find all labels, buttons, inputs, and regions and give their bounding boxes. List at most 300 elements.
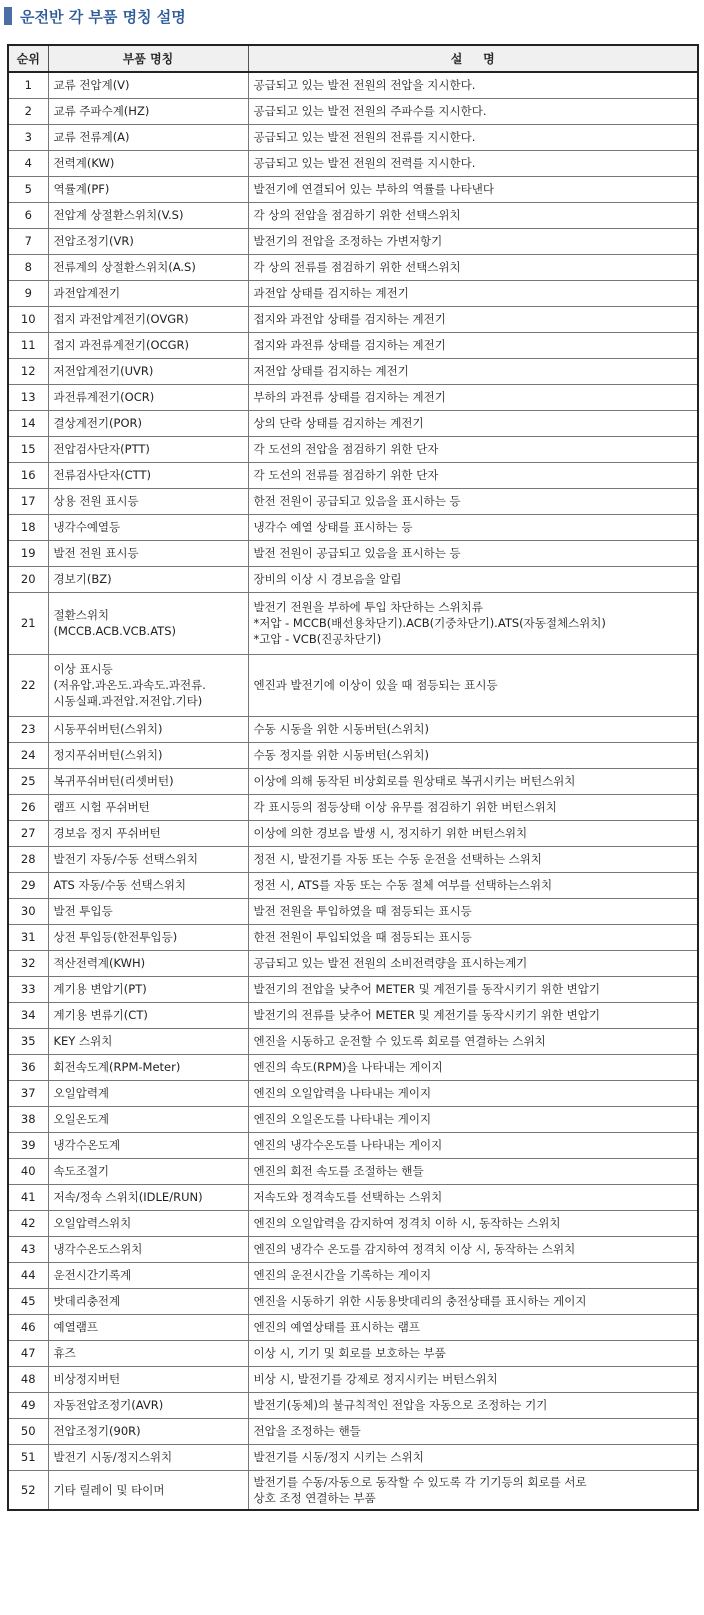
row-description (248, 332, 698, 358)
row-part-name (48, 462, 248, 488)
description-line: 한전 전원이 공급되고 있음을 표시하는 등 (253, 494, 461, 508)
row-rank: 38 (8, 1106, 48, 1132)
row-description (248, 462, 698, 488)
row-description (248, 742, 698, 768)
row-part-name (48, 1340, 248, 1366)
table-row (8, 124, 698, 150)
description-line: 발전기의 전류를 낮추어 METER 및 계전기를 동작시키기 위한 변압기 (253, 1008, 600, 1022)
description-line: 정전 시, ATS를 자동 또는 수동 절체 여부를 선택하는스위치 (253, 878, 553, 892)
row-rank: 15 (8, 436, 48, 462)
table-row (8, 592, 698, 654)
part-name-line: 전력계(KW) (53, 156, 115, 170)
row-rank: 47 (8, 1340, 48, 1366)
part-name-line: 발전기 자동/수동 선택스위치 (53, 852, 198, 866)
table-row (8, 1210, 698, 1236)
description-line: 각 상의 전압을 점검하기 위한 선택스위치 (253, 208, 461, 222)
row-rank: 2 (8, 98, 48, 124)
row-description (248, 488, 698, 514)
description-line: 정전 시, 발전기를 자동 또는 수동 운전을 선택하는 스위치 (253, 852, 542, 866)
row-part-name (48, 1470, 248, 1510)
row-part-name (48, 592, 248, 654)
row-rank: 35 (8, 1028, 48, 1054)
row-rank: 52 (8, 1470, 48, 1510)
row-part-name (48, 358, 248, 384)
table-row (8, 98, 698, 124)
description-line: 접지와 과전류 상태를 검지하는 계전기 (253, 338, 446, 352)
description-line: 엔진의 오일압력을 나타내는 게이지 (253, 1086, 432, 1100)
description-line: 상의 단락 상태를 검지하는 계전기 (253, 416, 424, 430)
row-rank: 17 (8, 488, 48, 514)
row-rank: 5 (8, 176, 48, 202)
row-rank: 10 (8, 306, 48, 332)
description-line: 장비의 이상 시 경보음을 알림 (253, 572, 402, 586)
row-part-name (48, 976, 248, 1002)
row-part-name (48, 654, 248, 716)
row-rank: 8 (8, 254, 48, 280)
part-name-line: 저속/정속 스위치(IDLE/RUN) (53, 1190, 203, 1204)
table-row (8, 176, 698, 202)
row-part-name (48, 1002, 248, 1028)
row-rank: 39 (8, 1132, 48, 1158)
table-row (8, 566, 698, 592)
table-row (8, 1314, 698, 1340)
table-row (8, 1392, 698, 1418)
row-rank: 24 (8, 742, 48, 768)
row-description (248, 1340, 698, 1366)
row-part-name (48, 332, 248, 358)
row-description (248, 592, 698, 654)
row-description (248, 228, 698, 254)
row-rank: 19 (8, 540, 48, 566)
row-description (248, 1080, 698, 1106)
row-part-name (48, 150, 248, 176)
row-description (248, 1210, 698, 1236)
table-row (8, 924, 698, 950)
part-name-line: 비상정지버턴 (53, 1372, 121, 1386)
table-row (8, 794, 698, 820)
description-line: 저속도와 정격속도를 선택하는 스위치 (253, 1190, 443, 1204)
table-row (8, 1366, 698, 1392)
part-name-line: 정지푸쉬버턴(스위치) (53, 748, 163, 762)
header-part-name: 부품 명칭 (48, 45, 248, 72)
description-line: 엔진의 예열상태를 표시하는 램프 (253, 1320, 420, 1334)
row-rank: 50 (8, 1418, 48, 1444)
part-name-line: 운전시간기록계 (53, 1268, 132, 1282)
row-rank: 42 (8, 1210, 48, 1236)
row-description (248, 1262, 698, 1288)
row-rank: 36 (8, 1054, 48, 1080)
table-row (8, 462, 698, 488)
description-line: 엔진의 오일압력을 감지하여 정격치 이하 시, 동작하는 스위치 (253, 1216, 561, 1230)
row-rank: 18 (8, 514, 48, 540)
part-name-line: 속도조절기 (53, 1164, 110, 1178)
row-part-name (48, 1132, 248, 1158)
description-line: 한전 전원이 투입되었을 때 점등되는 표시등 (253, 930, 472, 944)
part-name-line: 오일온도계 (53, 1112, 110, 1126)
row-description (248, 306, 698, 332)
header-description: 설 명 (248, 45, 698, 72)
part-name-line: 접지 과전압계전기(OVGR) (53, 312, 189, 326)
description-line: 각 도선의 전류를 점검하기 위한 단자 (253, 468, 439, 482)
table-row (8, 358, 698, 384)
row-part-name (48, 950, 248, 976)
description-line: 엔진과 발전기에 이상이 있을 때 점등되는 표시등 (253, 678, 498, 692)
row-part-name (48, 1028, 248, 1054)
table-row (8, 1288, 698, 1314)
row-part-name (48, 1054, 248, 1080)
part-name-line: 교류 전압계(V) (53, 78, 130, 93)
part-name-line: 전압조정기(VR) (53, 234, 134, 248)
part-name-line: ATS 자동/수동 선택스위치 (53, 878, 186, 892)
description-line: 엔진의 냉각수온도를 나타내는 게이지 (253, 1138, 443, 1152)
row-rank: 46 (8, 1314, 48, 1340)
description-line: 수동 시동을 위한 시동버턴(스위치) (253, 722, 429, 736)
table-row (8, 1158, 698, 1184)
row-description (248, 202, 698, 228)
row-description (248, 924, 698, 950)
row-description (248, 410, 698, 436)
row-rank: 27 (8, 820, 48, 846)
description-line: 이상 시, 기기 및 회로를 보호하는 부품 (253, 1346, 446, 1360)
row-part-name (48, 1392, 248, 1418)
part-name-line: (MCCB.ACB.VCB.ATS) (53, 624, 176, 638)
row-description (248, 72, 698, 98)
table-row (8, 514, 698, 540)
description-line: 엔진의 오일온도를 나타내는 게이지 (253, 1112, 432, 1126)
row-rank: 6 (8, 202, 48, 228)
row-part-name (48, 124, 248, 150)
description-line: 수동 정지를 위한 시동버턴(스위치) (253, 748, 429, 762)
description-line: 공급되고 있는 발전 전원의 전류를 지시한다. (253, 130, 476, 144)
row-description (248, 1470, 698, 1510)
row-description (248, 1418, 698, 1444)
row-description (248, 1184, 698, 1210)
description-line: 각 표시등의 점등상태 이상 유무를 점검하기 위한 버턴스위치 (253, 800, 557, 814)
row-description (248, 514, 698, 540)
row-part-name (48, 514, 248, 540)
row-part-name (48, 176, 248, 202)
row-description (248, 358, 698, 384)
row-description (248, 254, 698, 280)
row-description (248, 1288, 698, 1314)
row-description (248, 1002, 698, 1028)
table-row (8, 306, 698, 332)
description-line: *저압 - MCCB(배선용차단기).ACB(기중차단기).ATS(자동절체스위치) (253, 616, 606, 630)
row-part-name (48, 716, 248, 742)
table-body (8, 72, 698, 1510)
row-description (248, 384, 698, 410)
description-line: 전압을 조정하는 핸들 (253, 1424, 361, 1438)
row-part-name (48, 1236, 248, 1262)
row-part-name (48, 820, 248, 846)
part-name-line: 경보음 정지 푸쉬버턴 (53, 826, 161, 840)
row-description (248, 846, 698, 872)
row-part-name (48, 72, 248, 98)
table-header-row (8, 45, 698, 72)
row-rank: 7 (8, 228, 48, 254)
row-description (248, 1236, 698, 1262)
row-description (248, 1106, 698, 1132)
table-row (8, 1002, 698, 1028)
row-part-name (48, 202, 248, 228)
row-description (248, 898, 698, 924)
description-line: 엔진의 냉각수 온도를 감지하여 정격치 이상 시, 동작하는 스위치 (253, 1242, 576, 1256)
row-part-name (48, 488, 248, 514)
part-name-line: 냉각수온도계 (53, 1138, 121, 1152)
part-name-line: 저전압계전기(UVR) (53, 364, 154, 378)
row-part-name (48, 872, 248, 898)
description-line: 발전 전원이 공급되고 있음을 표시하는 등 (253, 546, 461, 560)
row-part-name (48, 1444, 248, 1470)
part-name-line: 발전 투입등 (53, 904, 113, 918)
row-rank: 11 (8, 332, 48, 358)
table-row (8, 742, 698, 768)
row-description (248, 98, 698, 124)
part-name-line: 밧데리충전계 (53, 1294, 121, 1308)
part-name-line: 전압계 상절환스위치(V.S) (53, 208, 184, 222)
part-name-line: 접지 과전류계전기(OCGR) (53, 338, 189, 352)
row-part-name (48, 1158, 248, 1184)
header-rank: 순위 (8, 45, 48, 72)
part-name-line: 상용 전원 표시등 (53, 494, 139, 508)
table-row (8, 150, 698, 176)
part-name-line: 교류 주파수계(HZ) (53, 104, 150, 118)
table-row (8, 1236, 698, 1262)
row-description (248, 1028, 698, 1054)
description-line: *고압 - VCB(진공차단기) (253, 632, 382, 646)
row-rank: 49 (8, 1392, 48, 1418)
row-part-name (48, 1366, 248, 1392)
row-description (248, 566, 698, 592)
table-row (8, 254, 698, 280)
description-line: 각 도선의 전압을 점검하기 위한 단자 (253, 442, 439, 456)
table-row (8, 1184, 698, 1210)
description-line: 발전기에 연결되어 있는 부하의 역률를 나타낸다 (253, 182, 494, 196)
row-description (248, 820, 698, 846)
row-part-name (48, 306, 248, 332)
row-part-name (48, 1106, 248, 1132)
table-row (8, 410, 698, 436)
row-rank: 48 (8, 1366, 48, 1392)
description-line: 공급되고 있는 발전 전원의 주파수를 지시한다. (253, 104, 487, 118)
table-row (8, 436, 698, 462)
part-name-line: 자동전압조정기(AVR) (53, 1398, 164, 1412)
row-description (248, 150, 698, 176)
table-row (8, 1470, 698, 1510)
table-row (8, 820, 698, 846)
description-line: 접지와 과전압 상태를 검지하는 계전기 (253, 312, 446, 326)
table-row (8, 384, 698, 410)
row-rank: 31 (8, 924, 48, 950)
row-rank: 45 (8, 1288, 48, 1314)
description-line: 상호 조정 연결하는 부품 (253, 1490, 376, 1505)
part-name-line: 냉각수예열등 (53, 520, 121, 534)
row-description (248, 176, 698, 202)
row-description (248, 976, 698, 1002)
part-name-line: 경보기(BZ) (53, 572, 112, 586)
table-row (8, 1418, 698, 1444)
description-line: 엔진을 시동하고 운전할 수 있도록 회로를 연결하는 스위치 (253, 1034, 546, 1048)
table-row (8, 540, 698, 566)
description-line: 엔진의 운전시간을 기록하는 게이지 (253, 1268, 432, 1282)
row-rank: 51 (8, 1444, 48, 1470)
table-row (8, 202, 698, 228)
table-row (8, 1054, 698, 1080)
table-row (8, 1080, 698, 1106)
table-row (8, 1132, 698, 1158)
part-name-line: 상전 투입등(한전투입등) (53, 930, 178, 944)
row-rank: 1 (8, 72, 48, 98)
description-line: 공급되고 있는 발전 전원의 전압을 지시한다. (253, 78, 476, 93)
row-rank: 14 (8, 410, 48, 436)
part-name-line: 오일압력스위치 (53, 1216, 132, 1230)
description-line: 엔진을 시동하기 위한 시동용밧데리의 충전상태를 표시하는 게이지 (253, 1294, 587, 1308)
part-name-line: 이상 표시등 (53, 662, 113, 676)
table-row (8, 768, 698, 794)
part-name-line: 계기용 변류기(CT) (53, 1008, 148, 1022)
table-row (8, 1262, 698, 1288)
part-name-line: 전압조정기(90R) (53, 1424, 141, 1438)
row-part-name (48, 436, 248, 462)
row-description (248, 124, 698, 150)
part-name-line: KEY 스위치 (53, 1034, 113, 1048)
row-part-name (48, 898, 248, 924)
description-line: 엔진의 속도(RPM)을 나타내는 게이지 (253, 1060, 443, 1074)
row-rank: 29 (8, 872, 48, 898)
row-part-name (48, 1288, 248, 1314)
table-row (8, 1028, 698, 1054)
description-line: 이상에 의한 경보음 발생 시, 정지하기 위한 버턴스위치 (253, 826, 528, 840)
table-row (8, 872, 698, 898)
row-rank: 16 (8, 462, 48, 488)
row-description (248, 716, 698, 742)
part-name-line: 과전압계전기 (53, 286, 121, 300)
description-line: 발전기(동체)의 불규칙적인 전압을 자동으로 조정하는 기기 (253, 1398, 548, 1412)
row-part-name (48, 768, 248, 794)
row-part-name (48, 384, 248, 410)
table-row (8, 654, 698, 716)
row-description (248, 794, 698, 820)
part-name-line: 전류검사단자(CTT) (53, 468, 152, 482)
part-name-line: 계기용 변압기(PT) (53, 982, 147, 996)
row-rank: 26 (8, 794, 48, 820)
row-rank: 40 (8, 1158, 48, 1184)
row-part-name (48, 254, 248, 280)
row-description (248, 540, 698, 566)
description-line: 부하의 과전류 상태를 검지하는 계전기 (253, 390, 446, 404)
row-part-name (48, 1080, 248, 1106)
part-name-line: 과전류계전기(OCR) (53, 390, 155, 404)
description-line: 발전 전원을 투입하였을 때 점등되는 표시등 (253, 904, 472, 918)
row-rank: 12 (8, 358, 48, 384)
row-description (248, 872, 698, 898)
part-name-line: 휴즈 (53, 1346, 76, 1360)
part-name-line: (저유압.과온도.과속도.과전류. (53, 678, 206, 692)
row-description (248, 1158, 698, 1184)
description-line: 저전압 상태를 검지하는 계전기 (253, 364, 409, 378)
row-description (248, 1444, 698, 1470)
row-description (248, 1392, 698, 1418)
description-line: 발전기를 수동/자동으로 동작할 수 있도록 각 기기등의 회로를 서로 (253, 1474, 587, 1489)
part-name-line: 역률계(PF) (53, 182, 110, 196)
part-name-line: 적산전력계(KWH) (53, 956, 146, 970)
row-rank: 34 (8, 1002, 48, 1028)
table-row (8, 716, 698, 742)
row-description (248, 280, 698, 306)
description-line: 이상에 의해 동작된 비상회로를 원상태로 복귀시키는 버턴스위치 (253, 774, 576, 788)
table-row (8, 976, 698, 1002)
page-header (4, 4, 186, 28)
table-row (8, 488, 698, 514)
description-line: 발전기의 전압을 낮추어 METER 및 계전기를 동작시키기 위한 변압기 (253, 982, 600, 996)
table-row (8, 846, 698, 872)
row-part-name (48, 566, 248, 592)
row-part-name (48, 794, 248, 820)
part-name-line: 발전 전원 표시등 (53, 546, 139, 560)
row-part-name (48, 228, 248, 254)
row-description (248, 768, 698, 794)
row-rank: 44 (8, 1262, 48, 1288)
row-part-name (48, 410, 248, 436)
description-line: 공급되고 있는 발전 전원의 전력를 지시한다. (253, 156, 476, 170)
row-rank: 9 (8, 280, 48, 306)
table-row (8, 1444, 698, 1470)
row-part-name (48, 742, 248, 768)
part-name-line: 예열램프 (53, 1320, 98, 1334)
row-description (248, 654, 698, 716)
part-name-line: 전압검사단자(PTT) (53, 442, 150, 456)
row-description (248, 1314, 698, 1340)
row-part-name (48, 1418, 248, 1444)
description-line: 각 상의 전류를 점검하기 위한 선택스위치 (253, 260, 461, 274)
part-name-line: 오일압력계 (53, 1086, 110, 1100)
row-part-name (48, 846, 248, 872)
table-row (8, 332, 698, 358)
row-rank: 41 (8, 1184, 48, 1210)
part-name-line: 시동푸쉬버턴(스위치) (53, 722, 163, 736)
row-rank: 30 (8, 898, 48, 924)
row-rank: 37 (8, 1080, 48, 1106)
row-description (248, 950, 698, 976)
table-row (8, 1106, 698, 1132)
part-name-line: 기타 릴레이 및 타이머 (53, 1482, 165, 1497)
row-rank: 4 (8, 150, 48, 176)
row-description (248, 1132, 698, 1158)
row-rank: 32 (8, 950, 48, 976)
table-row (8, 1340, 698, 1366)
description-line: 공급되고 있는 발전 전원의 소비전력량을 표시하는계기 (253, 956, 528, 970)
title-marker-icon (4, 7, 12, 25)
table-row (8, 898, 698, 924)
description-line: 엔진의 회전 속도를 조절하는 핸들 (253, 1164, 424, 1178)
row-part-name (48, 1210, 248, 1236)
table-row (8, 950, 698, 976)
row-rank: 28 (8, 846, 48, 872)
description-line: 발전기의 전압을 조정하는 가변저항기 (253, 234, 443, 248)
part-name-line: 냉각수온도스위치 (53, 1242, 143, 1256)
page-title: 운전반 각 부품 명칭 설명 (20, 7, 186, 26)
row-rank: 33 (8, 976, 48, 1002)
row-part-name (48, 924, 248, 950)
part-name-line: 램프 시험 푸쉬버턴 (53, 800, 150, 814)
part-name-line: 결상계전기(POR) (53, 416, 142, 430)
part-name-line: 전류계의 상절환스위치(A.S) (53, 260, 196, 274)
description-line: 비상 시, 발전기를 강제로 정지시키는 버턴스위치 (253, 1372, 498, 1386)
row-description (248, 436, 698, 462)
part-name-line: 발전기 시동/정지스위치 (53, 1450, 173, 1464)
part-name-line: 시동실패.과전압.저전압.기타) (53, 694, 203, 708)
row-part-name (48, 540, 248, 566)
